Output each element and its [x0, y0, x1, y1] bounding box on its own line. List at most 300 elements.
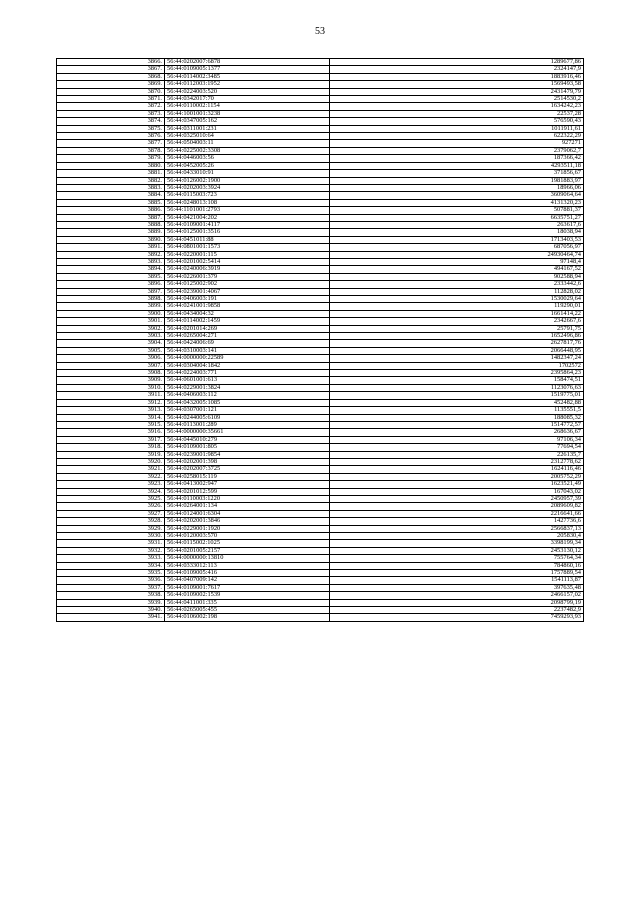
cadastral-value-cell: 1011911,61 — [330, 125, 584, 132]
cadastral-number-cell: 56:44:0226001:379 — [165, 273, 330, 280]
cadastral-number-cell: 56:44:0333012:113 — [165, 562, 330, 569]
row-number-cell: 3883. — [57, 184, 165, 191]
cadastral-number-cell: 56:44:0202001:398 — [165, 458, 330, 465]
cadastral-value-cell: 188085,32 — [330, 414, 584, 421]
table-row — [57, 170, 584, 177]
cadastral-value-cell: 4293511,18 — [330, 162, 584, 169]
row-number-cell: 3888. — [57, 221, 165, 228]
table-row — [57, 192, 584, 199]
table-row — [57, 414, 584, 421]
cadastral-value-cell: 1757889,54 — [330, 570, 584, 577]
cadastral-value-cell: 507881,37 — [330, 207, 584, 214]
cadastral-value-cell: 268636,67 — [330, 429, 584, 436]
cadastral-number-cell: 56:44:0115003:723 — [165, 192, 330, 199]
cadastral-value-cell: 24930464,74 — [330, 251, 584, 258]
table-row — [57, 96, 584, 103]
row-number-cell: 3916. — [57, 429, 165, 436]
table-row — [57, 325, 584, 332]
page-number: 53 — [315, 26, 325, 37]
row-number-cell: 3879. — [57, 155, 165, 162]
cadastral-number-cell: 56:44:0225002:3308 — [165, 147, 330, 154]
cadastral-value-table — [56, 58, 584, 622]
row-number-cell: 3902. — [57, 325, 165, 332]
row-number-cell: 3937. — [57, 584, 165, 591]
row-number-cell: 3931. — [57, 540, 165, 547]
cadastral-value-cell: 2216641,66 — [330, 510, 584, 517]
cadastral-value-cell: 2514530,2 — [330, 96, 584, 103]
row-number-cell: 3899. — [57, 303, 165, 310]
cadastral-number-cell: 56:44:0421004:202 — [165, 214, 330, 221]
table-row — [57, 540, 584, 547]
row-number-cell: 3922. — [57, 473, 165, 480]
cadastral-number-cell: 56:44:0248013:108 — [165, 199, 330, 206]
row-number-cell: 3881. — [57, 170, 165, 177]
table-row — [57, 177, 584, 184]
row-number-cell: 3873. — [57, 110, 165, 117]
cadastral-value-cell: 2627817,76 — [330, 340, 584, 347]
cadastral-value-cell: 1569493,58 — [330, 81, 584, 88]
cadastral-number-cell: 56:44:0504003:11 — [165, 140, 330, 147]
table-row — [57, 214, 584, 221]
cadastral-value-cell: 622322,29 — [330, 133, 584, 140]
table-row — [57, 125, 584, 132]
cadastral-value-cell: 2312778,62 — [330, 458, 584, 465]
cadastral-value-cell: 3609064,64 — [330, 192, 584, 199]
cadastral-value-cell: 167043,02 — [330, 488, 584, 495]
row-number-cell: 3936. — [57, 577, 165, 584]
table-row — [57, 399, 584, 406]
cadastral-value-cell: 452482,88 — [330, 399, 584, 406]
cadastral-value-cell: 1652496,86 — [330, 333, 584, 340]
cadastral-number-cell: 56:44:0424006:69 — [165, 340, 330, 347]
row-number-cell: 3870. — [57, 88, 165, 95]
table-row — [57, 384, 584, 391]
cadastral-value-cell: 97106,34 — [330, 436, 584, 443]
table-row — [57, 547, 584, 554]
table-row — [57, 333, 584, 340]
cadastral-number-cell: 56:44:0307001:121 — [165, 407, 330, 414]
row-number-cell: 3939. — [57, 599, 165, 606]
cadastral-value-cell: 25791,75 — [330, 325, 584, 332]
cadastral-value-cell: 2431479,79 — [330, 88, 584, 95]
row-number-cell: 3930. — [57, 533, 165, 540]
table-row — [57, 110, 584, 117]
row-number-cell: 3897. — [57, 288, 165, 295]
row-number-cell: 3887. — [57, 214, 165, 221]
table-row — [57, 184, 584, 191]
row-number-cell: 3941. — [57, 614, 165, 621]
row-number-cell: 3913. — [57, 407, 165, 414]
table-row — [57, 355, 584, 362]
cadastral-number-cell: 56:44:0347005:162 — [165, 118, 330, 125]
table-row — [57, 118, 584, 125]
cadastral-value-cell: 2237482,9 — [330, 607, 584, 614]
cadastral-value-cell: 2324147,9 — [330, 66, 584, 73]
row-number-cell: 3910. — [57, 384, 165, 391]
row-number-cell: 3932. — [57, 547, 165, 554]
table-row — [57, 236, 584, 243]
table-row — [57, 207, 584, 214]
cadastral-value-cell: 371856,67 — [330, 170, 584, 177]
cadastral-number-cell: 56:44:0452005:26 — [165, 162, 330, 169]
row-number-cell: 3906. — [57, 355, 165, 362]
cadastral-value-cell: 2450957,39 — [330, 495, 584, 502]
row-number-cell: 3933. — [57, 555, 165, 562]
table-row — [57, 473, 584, 480]
table-row — [57, 466, 584, 473]
cadastral-value-cell: 18038,94 — [330, 229, 584, 236]
cadastral-number-cell: 56:44:0265005:455 — [165, 607, 330, 614]
cadastral-number-cell: 56:44:0124001:6304 — [165, 510, 330, 517]
cadastral-value-cell: 1482347,24 — [330, 355, 584, 362]
row-number-cell: 3918. — [57, 444, 165, 451]
cadastral-number-cell: 56:44:0229001:1920 — [165, 525, 330, 532]
cadastral-value-cell: 1530029,64 — [330, 296, 584, 303]
table-row — [57, 577, 584, 584]
cadastral-number-cell: 56:44:0125001:3516 — [165, 229, 330, 236]
row-number-cell: 3929. — [57, 525, 165, 532]
cadastral-number-cell: 56:44:0224003:520 — [165, 88, 330, 95]
row-number-cell: 3919. — [57, 451, 165, 458]
cadastral-number-cell: 56:44:0406003:191 — [165, 296, 330, 303]
row-number-cell: 3866. — [57, 59, 165, 66]
cadastral-number-cell: 56:44:0411001:335 — [165, 599, 330, 606]
cadastral-value-cell: 158474,51 — [330, 377, 584, 384]
table-row — [57, 377, 584, 384]
cadastral-number-cell: 56:44:0229001:3824 — [165, 384, 330, 391]
cadastral-value-cell: 927271 — [330, 140, 584, 147]
cadastral-number-cell: 56:44:0264001:134 — [165, 503, 330, 510]
row-number-cell: 3890. — [57, 236, 165, 243]
table-row — [57, 592, 584, 599]
table-row — [57, 347, 584, 354]
row-number-cell: 3927. — [57, 510, 165, 517]
cadastral-value-cell: 1661414,22 — [330, 310, 584, 317]
cadastral-number-cell: 56:44:0434004:32 — [165, 310, 330, 317]
cadastral-value-cell: 3398199,34 — [330, 540, 584, 547]
cadastral-value-cell: 784860,16 — [330, 562, 584, 569]
table-row — [57, 488, 584, 495]
table-row — [57, 503, 584, 510]
table-row — [57, 584, 584, 591]
cadastral-number-cell: 56:44:0202007:3725 — [165, 466, 330, 473]
table-row — [57, 318, 584, 325]
cadastral-value-cell: 226135,7 — [330, 451, 584, 458]
row-number-cell: 3911. — [57, 392, 165, 399]
cadastral-value-cell: 2566837,13 — [330, 525, 584, 532]
cadastral-value-cell: 2333442,6 — [330, 281, 584, 288]
cadastral-value-cell: 687056,97 — [330, 244, 584, 251]
table-row — [57, 199, 584, 206]
cadastral-value-cell: 1123076,63 — [330, 384, 584, 391]
cadastral-number-cell: 56:44:0109001:805 — [165, 444, 330, 451]
table-row — [57, 273, 584, 280]
table-row — [57, 614, 584, 621]
row-number-cell: 3940. — [57, 607, 165, 614]
cadastral-value-cell: 2342667,6 — [330, 318, 584, 325]
cadastral-number-cell: 56:44:0114002:3485 — [165, 73, 330, 80]
cadastral-value-cell: 97148,4 — [330, 258, 584, 265]
table-row — [57, 607, 584, 614]
cadastral-value-cell: 2453130,12 — [330, 547, 584, 554]
row-number-cell: 3924. — [57, 488, 165, 495]
row-number-cell: 3905. — [57, 347, 165, 354]
cadastral-value-cell: 1427736,6 — [330, 518, 584, 525]
cadastral-value-cell: 77694,54 — [330, 444, 584, 451]
cadastral-number-cell: 56:44:0125002:902 — [165, 281, 330, 288]
cadastral-number-cell: 56:44:0406003:112 — [165, 392, 330, 399]
row-number-cell: 3935. — [57, 570, 165, 577]
cadastral-number-cell: 56:44:0000000:13810 — [165, 555, 330, 562]
table-row — [57, 310, 584, 317]
cadastral-number-cell: 56:44:1001001:3238 — [165, 110, 330, 117]
row-number-cell: 3880. — [57, 162, 165, 169]
cadastral-number-cell: 56:44:0311001:231 — [165, 125, 330, 132]
cadastral-value-cell: 2089609,82 — [330, 503, 584, 510]
row-number-cell: 3895. — [57, 273, 165, 280]
table-row — [57, 340, 584, 347]
row-number-cell: 3928. — [57, 518, 165, 525]
cadastral-number-cell: 56:44:0239001:4067 — [165, 288, 330, 295]
cadastral-value-cell: 7459293,93 — [330, 614, 584, 621]
row-number-cell: 3925. — [57, 495, 165, 502]
cadastral-number-cell: 56:44:0265004:271 — [165, 333, 330, 340]
cadastral-value-cell: 205830,4 — [330, 533, 584, 540]
cadastral-number-cell: 56:44:0201002:5414 — [165, 258, 330, 265]
cadastral-value-cell: 902588,94 — [330, 273, 584, 280]
table-row — [57, 221, 584, 228]
cadastral-value-cell: 1981883,97 — [330, 177, 584, 184]
cadastral-number-cell: 56:44:0325010:64 — [165, 133, 330, 140]
cadastral-value-cell: 2466157,02 — [330, 592, 584, 599]
cadastral-number-cell: 56:44:0241001:9858 — [165, 303, 330, 310]
table-body — [57, 59, 584, 622]
cadastral-number-cell: 56:44:0432005:1085 — [165, 399, 330, 406]
table-row — [57, 258, 584, 265]
row-number-cell: 3872. — [57, 103, 165, 110]
table-row — [57, 133, 584, 140]
row-number-cell: 3877. — [57, 140, 165, 147]
table-row — [57, 370, 584, 377]
cadastral-number-cell: 56:44:0413002:947 — [165, 481, 330, 488]
row-number-cell: 3909. — [57, 377, 165, 384]
table-row — [57, 451, 584, 458]
row-number-cell: 3914. — [57, 414, 165, 421]
cadastral-number-cell: 56:44:0000000:35661 — [165, 429, 330, 436]
cadastral-number-cell: 56:44:0407009:142 — [165, 577, 330, 584]
cadastral-value-cell: 576590,43 — [330, 118, 584, 125]
row-number-cell: 3878. — [57, 147, 165, 154]
row-number-cell: 3892. — [57, 251, 165, 258]
row-number-cell: 3920. — [57, 458, 165, 465]
cadastral-value-cell: 1135551,5 — [330, 407, 584, 414]
cadastral-number-cell: 56:44:0202001:3846 — [165, 518, 330, 525]
row-number-cell: 3934. — [57, 562, 165, 569]
cadastral-number-cell: 56:44:0000000:22589 — [165, 355, 330, 362]
row-number-cell: 3891. — [57, 244, 165, 251]
row-number-cell: 3882. — [57, 177, 165, 184]
row-number-cell: 3923. — [57, 481, 165, 488]
cadastral-number-cell: 56:44:0201014:269 — [165, 325, 330, 332]
table-row — [57, 599, 584, 606]
table-row — [57, 444, 584, 451]
row-number-cell: 3869. — [57, 81, 165, 88]
table-row — [57, 88, 584, 95]
cadastral-number-cell: 56:44:1101001:2793 — [165, 207, 330, 214]
table-row — [57, 407, 584, 414]
table-row — [57, 59, 584, 66]
cadastral-number-cell: 56:44:0201005:2157 — [165, 547, 330, 554]
row-number-cell: 3875. — [57, 125, 165, 132]
cadastral-number-cell: 56:44:0801001:1573 — [165, 244, 330, 251]
table-row — [57, 147, 584, 154]
row-number-cell: 3898. — [57, 296, 165, 303]
cadastral-value-cell: 1624116,46 — [330, 466, 584, 473]
cadastral-value-cell: 1519775,01 — [330, 392, 584, 399]
table-row — [57, 266, 584, 273]
table-row — [57, 495, 584, 502]
cadastral-number-cell: 56:44:0240006:3919 — [165, 266, 330, 273]
row-number-cell: 3868. — [57, 73, 165, 80]
row-number-cell: 3894. — [57, 266, 165, 273]
table-row — [57, 281, 584, 288]
row-number-cell: 3921. — [57, 466, 165, 473]
table-row — [57, 458, 584, 465]
cadastral-number-cell: 56:44:0220001:115 — [165, 251, 330, 258]
table-row — [57, 288, 584, 295]
table-row — [57, 140, 584, 147]
table-row — [57, 103, 584, 110]
cadastral-value-cell: 18966,06 — [330, 184, 584, 191]
row-number-cell: 3886. — [57, 207, 165, 214]
cadastral-number-cell: 56:44:0433010:91 — [165, 170, 330, 177]
table-row — [57, 155, 584, 162]
row-number-cell: 3876. — [57, 133, 165, 140]
table-row — [57, 66, 584, 73]
cadastral-number-cell: 56:44:0120003:570 — [165, 533, 330, 540]
row-number-cell: 3900. — [57, 310, 165, 317]
table-row — [57, 525, 584, 532]
table-row — [57, 162, 584, 169]
cadastral-value-cell: 1883916,46 — [330, 73, 584, 80]
table-row — [57, 555, 584, 562]
row-number-cell: 3901. — [57, 318, 165, 325]
row-number-cell: 3889. — [57, 229, 165, 236]
cadastral-value-cell: 755764,34 — [330, 555, 584, 562]
cadastral-number-cell: 56:44:0109002:1539 — [165, 592, 330, 599]
cadastral-number-cell: 56:44:0201012:599 — [165, 488, 330, 495]
cadastral-value-cell: 112828,02 — [330, 288, 584, 295]
cadastral-value-cell: 1623521,49 — [330, 481, 584, 488]
cadastral-value-cell: 1702572 — [330, 362, 584, 369]
cadastral-value-cell: 1514772,57 — [330, 421, 584, 428]
table-row — [57, 436, 584, 443]
row-number-cell: 3903. — [57, 333, 165, 340]
row-number-cell: 3917. — [57, 436, 165, 443]
row-number-cell: 3904. — [57, 340, 165, 347]
row-number-cell: 3874. — [57, 118, 165, 125]
table-row — [57, 421, 584, 428]
cadastral-number-cell: 56:44:0310003:141 — [165, 347, 330, 354]
row-number-cell: 3912. — [57, 399, 165, 406]
table-row — [57, 73, 584, 80]
cadastral-value-cell: 4131320,23 — [330, 199, 584, 206]
cadastral-value-cell: 22537,28 — [330, 110, 584, 117]
cadastral-number-cell: 56:44:0110002:1154 — [165, 103, 330, 110]
cadastral-value-cell: 2066448,95 — [330, 347, 584, 354]
table-row — [57, 303, 584, 310]
cadastral-number-cell: 56:44:0258015:119 — [165, 473, 330, 480]
cadastral-number-cell: 56:44:0445010:279 — [165, 436, 330, 443]
cadastral-number-cell: 56:44:0113001:289 — [165, 421, 330, 428]
cadastral-number-cell: 56:44:0244005:6109 — [165, 414, 330, 421]
cadastral-number-cell: 56:44:0239001:9854 — [165, 451, 330, 458]
table-row — [57, 229, 584, 236]
cadastral-number-cell: 56:44:0304004:1842 — [165, 362, 330, 369]
cadastral-value-cell: 2395864,23 — [330, 370, 584, 377]
cadastral-number-cell: 56:44:0202007:6878 — [165, 59, 330, 66]
cadastral-number-cell: 56:44:0110003:1220 — [165, 495, 330, 502]
table-row — [57, 296, 584, 303]
cadastral-value-cell: 494167,52 — [330, 266, 584, 273]
cadastral-number-cell: 56:44:0109001:7617 — [165, 584, 330, 591]
cadastral-value-cell: 2098799,19 — [330, 599, 584, 606]
cadastral-number-cell: 56:44:0114002:1459 — [165, 318, 330, 325]
cadastral-number-cell: 56:44:0342017:70 — [165, 96, 330, 103]
cadastral-number-cell: 56:44:0451011:88 — [165, 236, 330, 243]
row-number-cell: 3896. — [57, 281, 165, 288]
table-row — [57, 562, 584, 569]
cadastral-number-cell: 56:44:0109005:1377 — [165, 66, 330, 73]
cadastral-value-cell: 1634242,23 — [330, 103, 584, 110]
table-row — [57, 392, 584, 399]
table-row — [57, 570, 584, 577]
cadastral-value-cell: 1289677,86 — [330, 59, 584, 66]
row-number-cell: 3907. — [57, 362, 165, 369]
cadastral-number-cell: 56:44:0109001:4117 — [165, 221, 330, 228]
table-row — [57, 362, 584, 369]
cadastral-value-cell: 2005752,29 — [330, 473, 584, 480]
table-row — [57, 81, 584, 88]
row-number-cell: 3885. — [57, 199, 165, 206]
cadastral-value-cell: 1713403,53 — [330, 236, 584, 243]
cadastral-value-cell: 119290,01 — [330, 303, 584, 310]
table-row — [57, 533, 584, 540]
row-number-cell: 3938. — [57, 592, 165, 599]
row-number-cell: 3871. — [57, 96, 165, 103]
cadastral-number-cell: 56:44:0601001:613 — [165, 377, 330, 384]
cadastral-number-cell: 56:44:0224003:771 — [165, 370, 330, 377]
cadastral-number-cell: 56:44:0115002:1025 — [165, 540, 330, 547]
cadastral-value-cell: 2379062,7 — [330, 147, 584, 154]
row-number-cell: 3915. — [57, 421, 165, 428]
cadastral-value-cell: 6635751,27 — [330, 214, 584, 221]
table-row — [57, 244, 584, 251]
table-row — [57, 481, 584, 488]
cadastral-value-cell: 187366,42 — [330, 155, 584, 162]
table-row — [57, 510, 584, 517]
table-row — [57, 518, 584, 525]
cadastral-value-cell: 1541113,87 — [330, 577, 584, 584]
cadastral-value-cell: 397635,48 — [330, 584, 584, 591]
row-number-cell: 3908. — [57, 370, 165, 377]
cadastral-number-cell: 56:44:0446003:56 — [165, 155, 330, 162]
row-number-cell: 3893. — [57, 258, 165, 265]
cadastral-number-cell: 56:44:0112003:1952 — [165, 81, 330, 88]
cadastral-number-cell: 56:44:0126002:1900 — [165, 177, 330, 184]
cadastral-number-cell: 56:44:0109005:416 — [165, 570, 330, 577]
row-number-cell: 3926. — [57, 503, 165, 510]
